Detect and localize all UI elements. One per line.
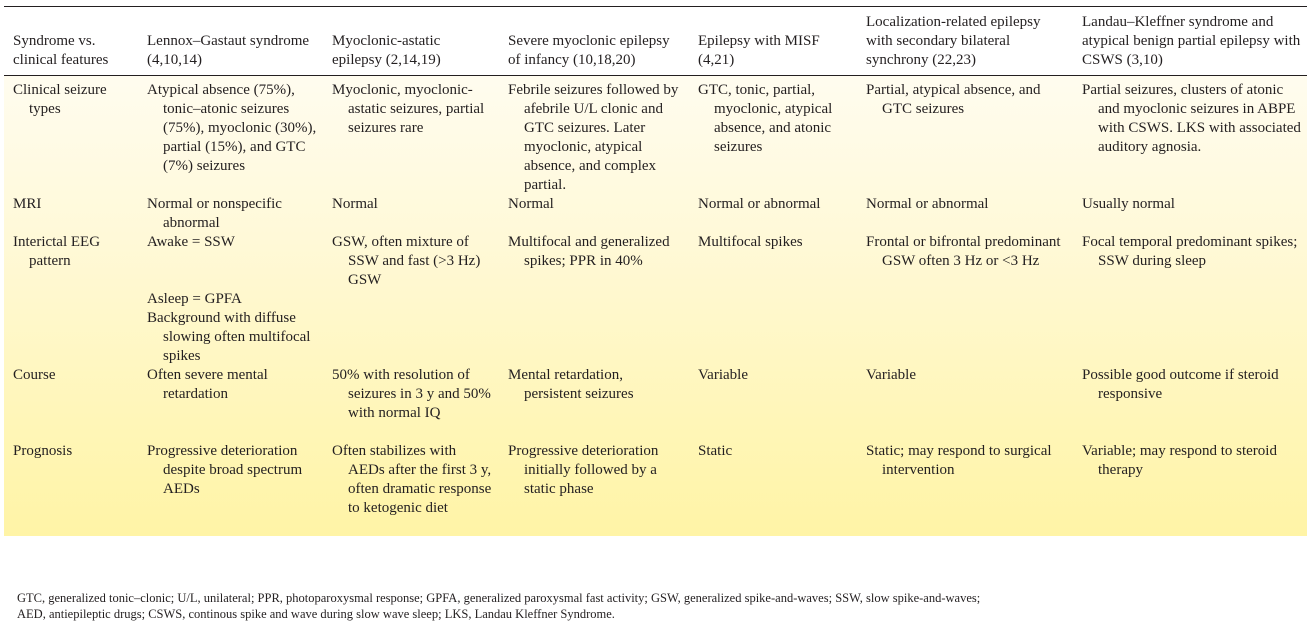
row-label-clinical-seizure-types: Clinical seizure types	[13, 82, 107, 117]
table-cell: Static	[698, 443, 733, 459]
column-header-lennox-gastaut: Lennox–Gastaut syndrome (4,10,14)	[138, 7, 323, 76]
table-cell: Static; may respond to surgical intervention	[866, 443, 1052, 478]
table-cell: Normal	[508, 196, 554, 212]
table-row	[4, 76, 1307, 196]
table-cell: Normal or abnormal	[698, 196, 821, 212]
table-cell: Often stabilizes with AEDs after the first 3 y, often dramatic response to ketogenic diet	[332, 443, 492, 516]
table-cell: Variable; may respond to steroid therapy	[1082, 443, 1277, 478]
table-cell: Variable	[698, 367, 748, 383]
table-cell: GTC, tonic, partial, myoclonic, atypical absence, and atonic seizures	[698, 82, 833, 155]
table-body	[4, 76, 1307, 537]
table-cell: Variable	[866, 367, 916, 383]
table-cell: Normal or nonspecific abnormal	[147, 196, 282, 231]
table-cell: GSW, often mixture of SSW and fast (>3 Hz) GSW	[332, 234, 481, 288]
table-cell: Febrile seizures followed by afebrile U/L clonic and GTC seizures. Later myoclonic, atypical absence, and complex partial.	[508, 82, 679, 193]
table-cell: Often severe mental retardation	[147, 367, 268, 402]
row-label-course: Course	[13, 367, 56, 383]
row-label-prognosis: Prognosis	[13, 443, 73, 459]
table-cell: Usually normal	[1082, 196, 1175, 212]
table-row	[4, 366, 1307, 442]
column-header-localization-related: Localization-related epilepsy with secondary bilateral synchrony (22,23)	[857, 7, 1073, 76]
footnote-line: AED, antiepileptic drugs; CSWS, continous spike and wave during slow wave sleep; LKS, Landau Kleffner Syndrome.	[17, 607, 615, 621]
column-header-severe-myoclonic-infancy: Severe myoclonic epilepsy of infancy (10,18,20)	[499, 7, 689, 76]
header-row	[4, 7, 1307, 76]
table-cell: Progressive deterioration initially followed by a static phase	[508, 443, 659, 497]
column-header-misf: Epilepsy with MISF (4,21)	[689, 7, 857, 76]
column-header-landau-kleffner: Landau–Kleffner syndrome and atypical benign partial epilepsy with CSWS (3,10)	[1073, 7, 1307, 76]
spacer	[147, 252, 317, 271]
table-cell: Atypical absence (75%), tonic–atonic seizures (75%), myoclonic (30%), partial (15%), and GTC (7%) seizures	[147, 82, 317, 174]
table-cell: 50% with resolution of seizures in 3 y and 50% with normal IQ	[332, 367, 491, 421]
table-header	[4, 7, 1307, 76]
table-cell: Partial, atypical absence, and GTC seizures	[866, 82, 1041, 117]
table-cell: Myoclonic, myoclonic-astatic seizures, partial seizures rare	[332, 82, 485, 136]
table-row	[4, 195, 1307, 233]
table-cell: Normal	[332, 196, 378, 212]
column-header-feature: Syndrome vs. clinical features	[4, 7, 138, 76]
table-cell: Normal or abnormal	[866, 196, 989, 212]
row-label-mri: MRI	[13, 196, 42, 212]
spacer	[147, 271, 317, 290]
table-cell: Progressive deterioration despite broad spectrum AEDs	[147, 443, 303, 497]
footnote-line: GTC, generalized tonic–clonic; U/L, unilateral; PPR, photoparoxysmal response; GPFA, generalized paroxysmal fast activity; GSW, generalized spike-and-waves; SSW, slow spike-and-waves;	[17, 591, 981, 605]
row-label-interictal-eeg: Interictal EEG pattern	[13, 234, 101, 269]
table-cell: Possible good outcome if steroid responsive	[1082, 367, 1279, 402]
table-cell: Frontal or bifrontal predominant GSW often 3 Hz or <3 Hz	[866, 234, 1061, 269]
table-row	[4, 442, 1307, 536]
table-cell: Mental retardation, persistent seizures	[508, 367, 634, 402]
table-cell: Multifocal spikes	[698, 234, 803, 250]
table-cell: Partial seizures, clusters of atonic and myoclonic seizures in ABPE with CSWS. LKS with associated auditory agnosia.	[1082, 82, 1301, 155]
table-footnote	[17, 590, 1297, 622]
table-cell: Focal temporal predominant spikes; SSW during sleep	[1082, 234, 1298, 269]
syndrome-comparison-table	[4, 7, 1307, 536]
table-cell: Multifocal and generalized spikes; PPR in 40%	[508, 234, 670, 269]
table-cell: Awake = SSW Asleep = GPFA Background with diffuse slowing often multifocal spikes	[138, 233, 323, 366]
table-row	[4, 233, 1307, 366]
column-header-myoclonic-astatic: Myoclonic-astatic epilepsy (2,14,19)	[323, 7, 499, 76]
